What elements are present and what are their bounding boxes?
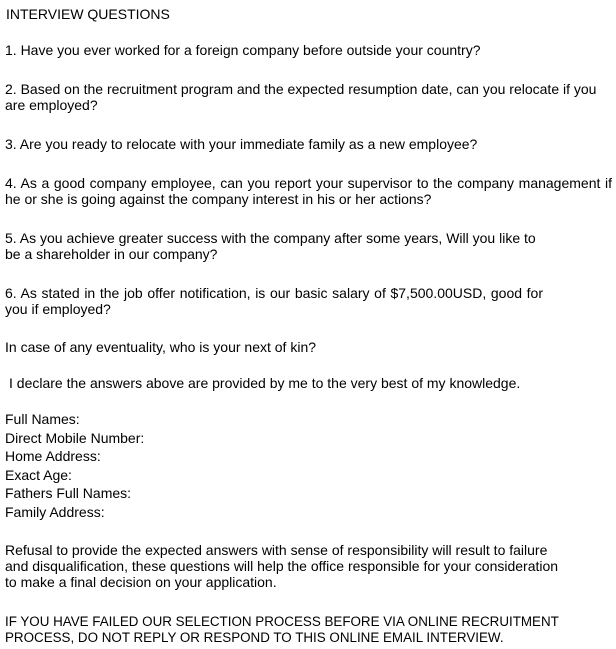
field-home-address: Home Address: <box>5 448 101 464</box>
field-family-address: Family Address: <box>5 503 105 520</box>
field-direct-mobile-number: Direct Mobile Number: <box>5 429 145 446</box>
field-fathers-full-names: Fathers Full Names: <box>5 485 132 501</box>
declaration: I declare the answers above are provided by me to the very best of my knowledge. <box>9 375 521 391</box>
field-exact-age: Exact Age: <box>5 466 72 483</box>
warning-notice: IF YOU HAVE FAILED OUR SELECTION PROCESS BEFORE VIA ONLINE RECRUITMENT PROCESS, DO NOT REPLY OR RESPOND TO THIS ONLINE EMAIL INTERVIEW. <box>5 614 559 645</box>
question-6: 6. As stated in the job offer notification, is our basic salary of $7,500.00USD, good for you if employed? <box>5 285 543 317</box>
question-4: 4. As a good company employee, can you report your supervisor to the company management if he or she is going against the company interest in his or her actions? <box>5 175 612 207</box>
question-5: 5. As you achieve greater success with the company after some years, Will you like to be a shareholder in our company? <box>5 230 536 262</box>
personal-details-fields <box>5 410 605 521</box>
question-3: 3. Are you ready to relocate with your immediate family as a new employee? <box>5 136 478 152</box>
document-title: INTERVIEW QUESTIONS <box>6 6 170 22</box>
next-of-kin-question: In case of any eventuality, who is your next of kin? <box>5 339 317 355</box>
question-1: 1. Have you ever worked for a foreign company before outside your country? <box>5 42 481 58</box>
refusal-note: Refusal to provide the expected answers with sense of responsibility will result to failure and disqualification, these questions will help the office responsible for your consideration to make a final decision on your application. <box>5 542 559 590</box>
question-2: 2. Based on the recruitment program and the expected resumption date, can you relocate if you are employed? <box>5 81 597 113</box>
field-full-names: Full Names: <box>5 411 80 427</box>
